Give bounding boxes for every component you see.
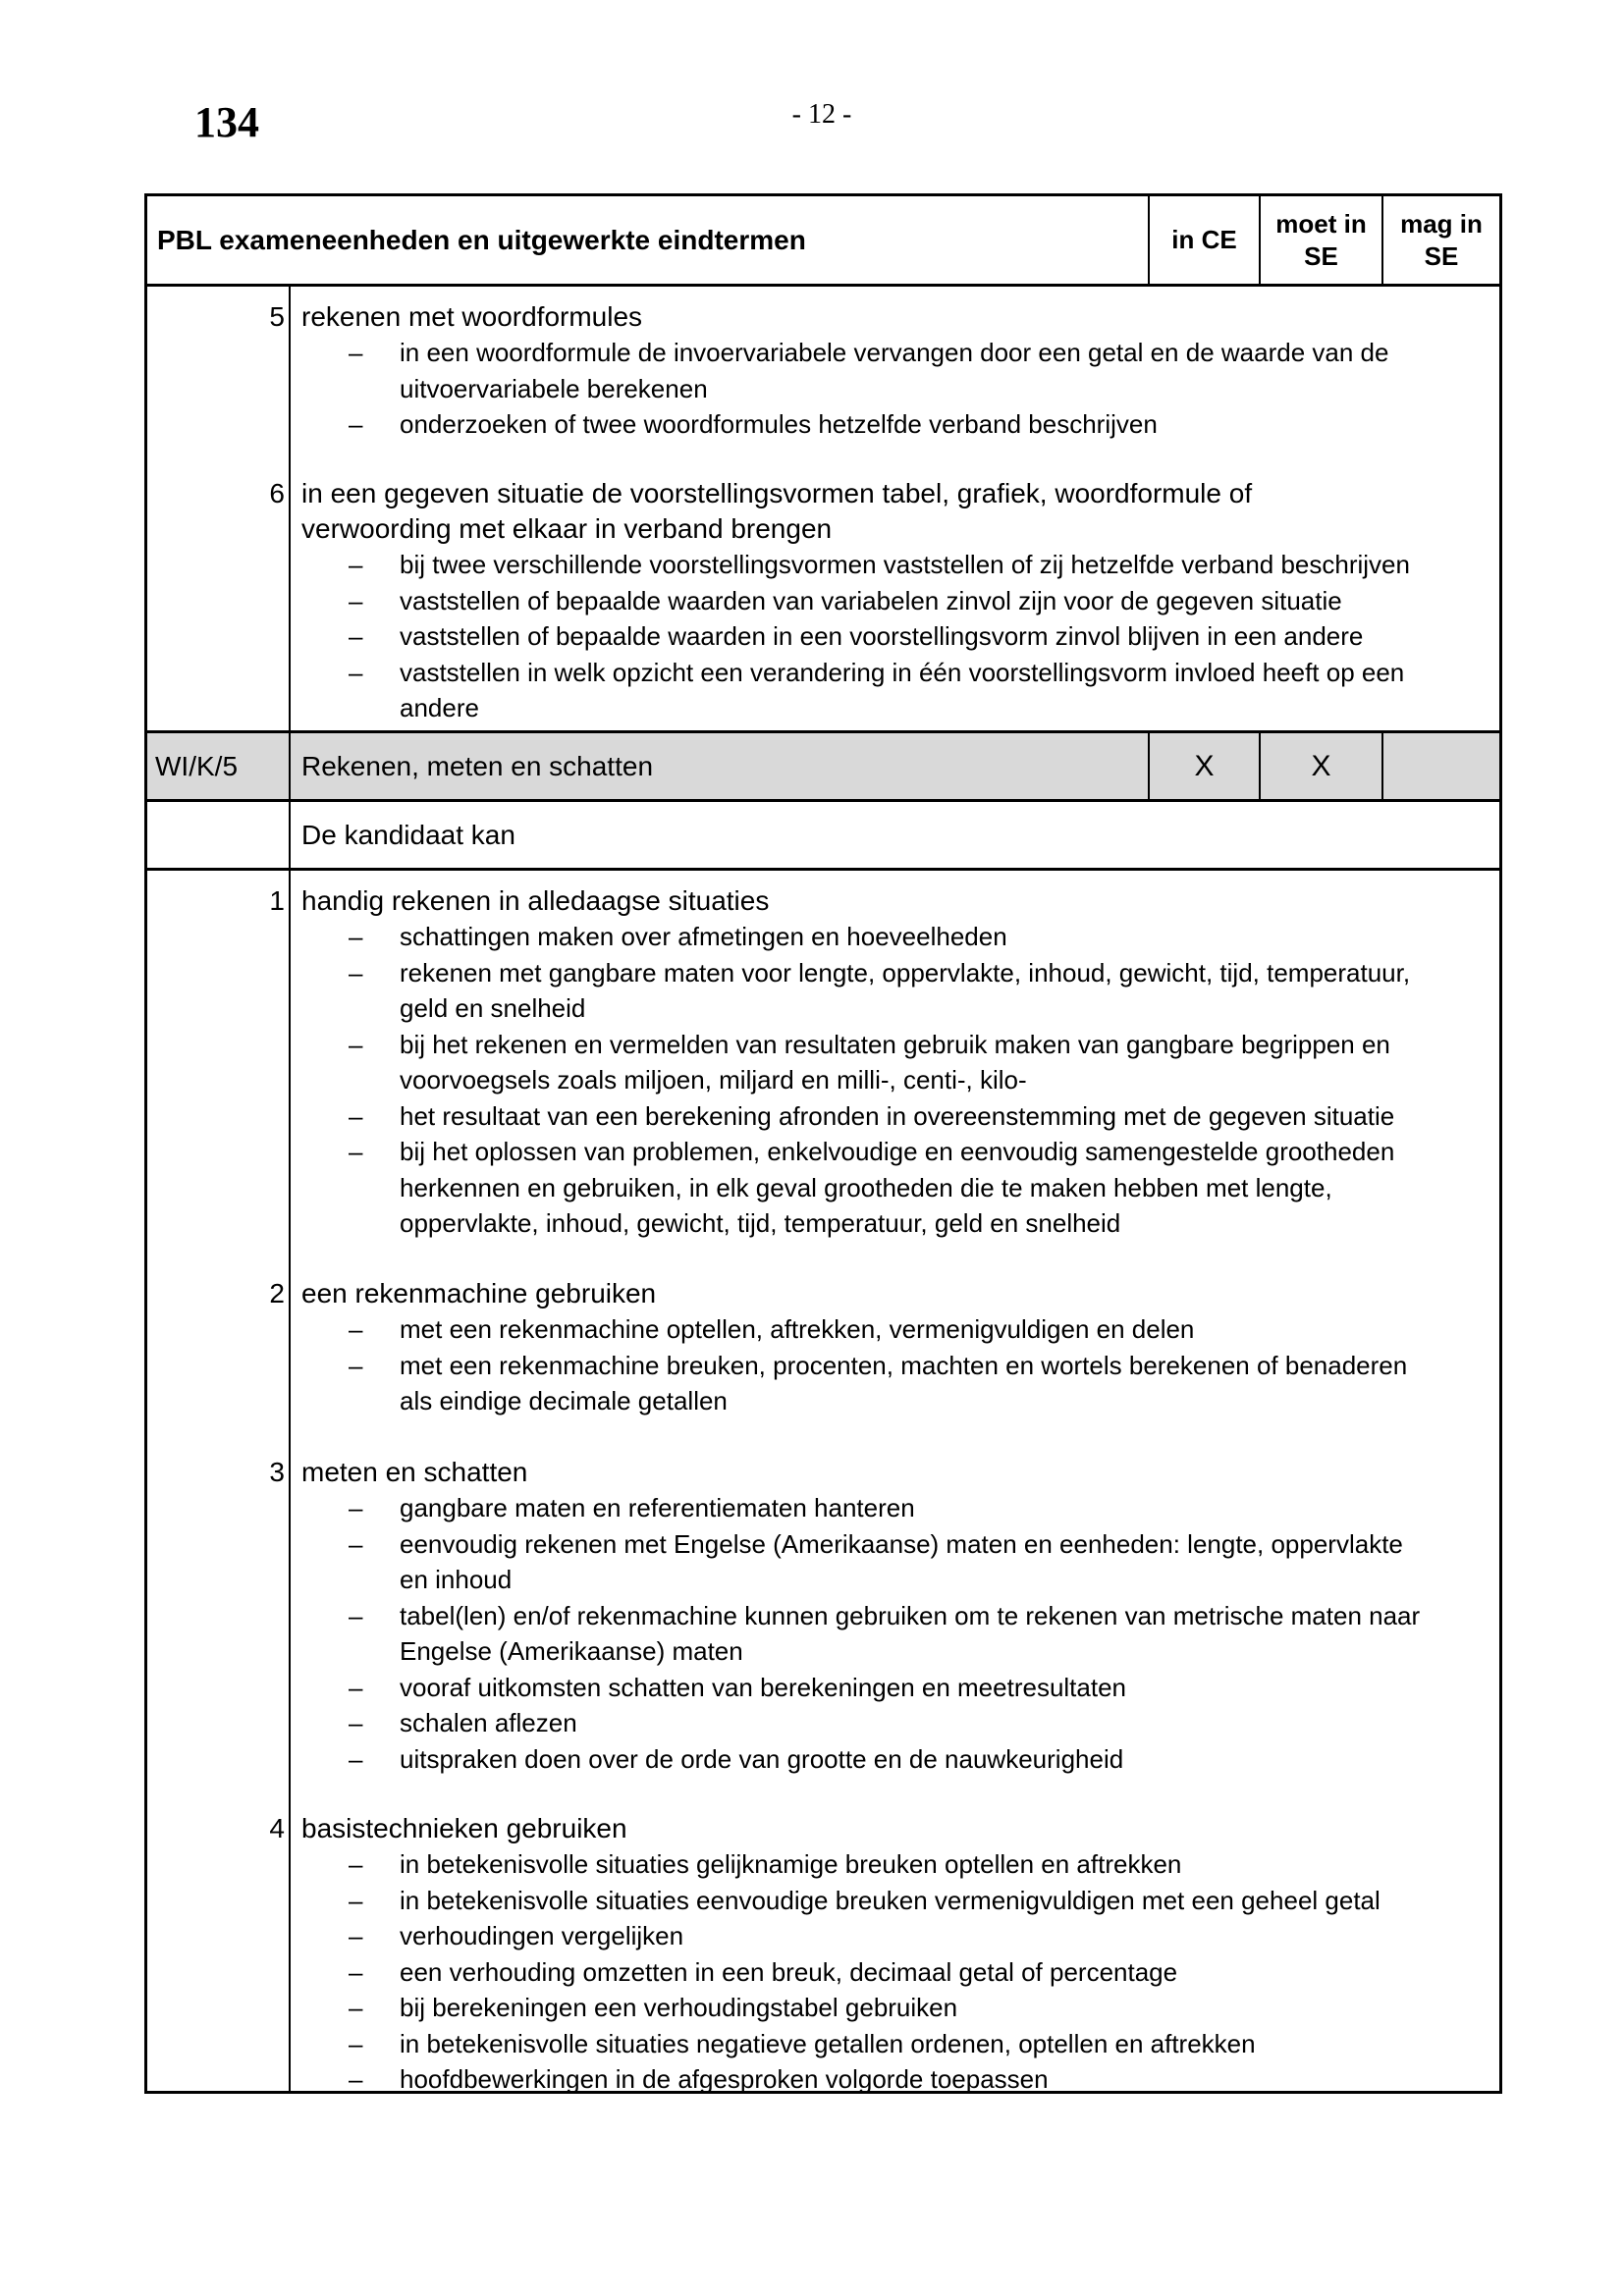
dash-bullet-icon: – bbox=[349, 1708, 363, 1737]
header-divider bbox=[147, 284, 1499, 287]
page-title-text: - 12 - bbox=[791, 99, 852, 130]
eindterm-item: – een verhouding omzetten in een breuk, decimaal getal of percentage bbox=[301, 1954, 1494, 1991]
unit-moet-in-se-mark: X bbox=[1311, 750, 1331, 782]
section-2 bbox=[301, 1276, 1494, 1419]
section-number: 5 bbox=[269, 301, 285, 332]
dash-bullet-icon: – bbox=[349, 1672, 363, 1702]
eindterm-item: – met een rekenmachine breuken, procenten, machten en wortels berekenen of benaderen als eindige decimale getallen bbox=[301, 1348, 1494, 1419]
eindtermen-table bbox=[144, 193, 1502, 2094]
section-number: 6 bbox=[269, 478, 285, 508]
dash-bullet-icon: – bbox=[349, 1350, 363, 1380]
dash-bullet-icon: – bbox=[349, 338, 363, 367]
dash-bullet-icon: – bbox=[349, 621, 363, 651]
dash-bullet-icon: – bbox=[349, 922, 363, 951]
dash-bullet-icon: – bbox=[349, 1493, 363, 1522]
dash-bullet-icon: – bbox=[349, 1314, 363, 1344]
section-number: 3 bbox=[269, 1457, 285, 1487]
dash-bullet-icon: – bbox=[349, 2028, 363, 2058]
eindterm-item: – schalen aflezen bbox=[301, 1705, 1494, 1741]
section-4 bbox=[301, 1811, 1494, 2098]
eindterm-item: – in een woordformule de invoervariabele vervangen door een getal en de waarde van de uitvoervariabele berekenen bbox=[301, 335, 1494, 406]
dash-bullet-icon: – bbox=[349, 1600, 363, 1630]
eindterm-item: – in betekenisvolle situaties negatieve getallen ordenen, optellen en aftrekken bbox=[301, 2026, 1494, 2062]
eindterm-item: – schattingen maken over afmetingen en hoeveelheden bbox=[301, 919, 1494, 955]
header-mag-line2: SE bbox=[1424, 240, 1459, 271]
header-in-ce: in CE bbox=[1171, 225, 1237, 254]
header-title: PBL exameneenheden en uitgewerkte eindtermen bbox=[157, 224, 806, 255]
section-heading: rekenen met woordformules bbox=[301, 301, 643, 332]
section-1 bbox=[301, 883, 1494, 1242]
eindterm-item: – vaststellen in welk opzicht een verandering in één voorstellingsvorm invloed heeft op een andere bbox=[301, 655, 1494, 726]
dash-bullet-icon: – bbox=[349, 585, 363, 615]
eindterm-item: – hoofdbewerkingen in de afgesproken volgorde toepassen bbox=[301, 2061, 1494, 2098]
eindterm-item: – verhoudingen vergelijken bbox=[301, 1918, 1494, 1954]
eindterm-item: – bij het rekenen en vermelden van resultaten gebruik maken van gangbare begrippen en voorvoegsels zoals miljoen, miljard en milli-, centi-, kilo- bbox=[301, 1027, 1494, 1098]
dash-bullet-icon: – bbox=[349, 957, 363, 988]
dash-bullet-icon: – bbox=[349, 1849, 363, 1879]
number-column-divider bbox=[289, 285, 291, 2091]
unit-code: WI/K/5 bbox=[155, 751, 239, 781]
eindterm-list bbox=[301, 1846, 1494, 2098]
eindterm-item: – gangbare maten en referentiematen hanteren bbox=[301, 1490, 1494, 1526]
section-6 bbox=[301, 476, 1494, 726]
eindterm-list bbox=[301, 547, 1494, 726]
eindterm-item: – bij berekeningen een verhoudingstabel gebruiken bbox=[301, 1990, 1494, 2026]
page-number: 134 bbox=[194, 98, 259, 146]
dash-bullet-icon: – bbox=[349, 1528, 363, 1559]
dash-bullet-icon: – bbox=[349, 657, 363, 687]
header-moet-line1: moet in bbox=[1275, 208, 1367, 239]
dash-bullet-icon: – bbox=[349, 1029, 363, 1059]
unit-mag-in-se-mark bbox=[1383, 733, 1499, 800]
unit-in-ce-mark: X bbox=[1194, 750, 1215, 782]
header-mag-in-se bbox=[1383, 196, 1499, 284]
eindterm-item: – vaststellen of bepaalde waarden in een voorstellingsvorm zinvol blijven in een andere bbox=[301, 618, 1494, 655]
section-number: 1 bbox=[269, 885, 285, 916]
section-heading: handig rekenen in alledaagse situaties bbox=[301, 885, 770, 916]
dash-bullet-icon: – bbox=[349, 409, 363, 439]
dash-bullet-icon: – bbox=[349, 550, 363, 579]
section-number: 4 bbox=[269, 1813, 285, 1843]
dash-bullet-icon: – bbox=[349, 1921, 363, 1950]
section-heading: basistechnieken gebruiken bbox=[301, 1813, 627, 1843]
header-moet-line2: SE bbox=[1304, 240, 1338, 271]
section-heading: een rekenmachine gebruiken bbox=[301, 1278, 657, 1308]
dash-bullet-icon: – bbox=[349, 1885, 363, 1915]
eindterm-item: – bij twee verschillende voorstellingsvormen vaststellen of zij hetzelfde verband beschrijven bbox=[301, 547, 1494, 583]
eindterm-item: – onderzoeken of twee woordformules hetzelfde verband beschrijven bbox=[301, 406, 1494, 443]
section-5 bbox=[301, 299, 1494, 443]
eindterm-list bbox=[301, 1490, 1494, 1777]
unit-title: Rekenen, meten en schatten bbox=[301, 751, 654, 781]
dash-bullet-icon: – bbox=[349, 2064, 363, 2094]
header-moet-in-se bbox=[1261, 196, 1381, 284]
header-mag-line1: mag in bbox=[1400, 208, 1483, 239]
eindterm-item: – tabel(len) en/of rekenmachine kunnen gebruiken om te rekenen van metrische maten naar Engelse (Amerikaanse) maten bbox=[301, 1598, 1494, 1670]
section-heading: in een gegeven situatie de voorstellingsvormen tabel, grafiek, woordformule of verwoording met elkaar in verband brengen bbox=[301, 478, 1253, 544]
eindterm-item: – in betekenisvolle situaties eenvoudige breuken vermenigvuldigen met een geheel getal bbox=[301, 1883, 1494, 1919]
eindterm-item: – eenvoudig rekenen met Engelse (Amerikaanse) maten en eenheden: lengte, oppervlakte en inhoud bbox=[301, 1526, 1494, 1598]
section-number: 2 bbox=[269, 1278, 285, 1308]
page-title bbox=[0, 98, 1624, 132]
eindterm-item: – het resultaat van een berekening afronden in overeenstemming met de gegeven situatie bbox=[301, 1098, 1494, 1135]
dash-bullet-icon: – bbox=[349, 1100, 363, 1131]
eindterm-list bbox=[301, 1311, 1494, 1419]
section-heading: meten en schatten bbox=[301, 1457, 528, 1487]
eindterm-list bbox=[301, 919, 1494, 1242]
dash-bullet-icon: – bbox=[349, 1743, 363, 1774]
eindterm-item: – uitspraken doen over de orde van grootte en de nauwkeurigheid bbox=[301, 1741, 1494, 1778]
eindterm-item: – vaststellen of bepaalde waarden van variabelen zinvol zijn voor de gegeven situatie bbox=[301, 583, 1494, 619]
eindterm-item: – bij het oplossen van problemen, enkelvoudige en eenvoudig samengestelde grootheden herkennen en gebruiken, in elk geval grootheden die te maken hebben met lengte, oppervlakte, inhoud, gewicht, tijd, temperatuur, geld en snelheid bbox=[301, 1134, 1494, 1242]
eindterm-item: – in betekenisvolle situaties gelijknamige breuken optellen en aftrekken bbox=[301, 1846, 1494, 1883]
eindterm-item: – vooraf uitkomsten schatten van berekeningen en meetresultaten bbox=[301, 1670, 1494, 1706]
dash-bullet-icon: – bbox=[349, 1993, 363, 2022]
section-3 bbox=[301, 1455, 1494, 1777]
eindterm-item: – met een rekenmachine optellen, aftrekken, vermenigvuldigen en delen bbox=[301, 1311, 1494, 1348]
intro-text: De kandidaat kan bbox=[301, 819, 515, 850]
dash-bullet-icon: – bbox=[349, 1956, 363, 1987]
eindterm-item: – rekenen met gangbare maten voor lengte, oppervlakte, inhoud, gewicht, tijd, temperatuur, geld en snelheid bbox=[301, 955, 1494, 1027]
eindterm-list bbox=[301, 335, 1494, 443]
intro-row-divider bbox=[147, 868, 1499, 871]
dash-bullet-icon: – bbox=[349, 1137, 363, 1166]
